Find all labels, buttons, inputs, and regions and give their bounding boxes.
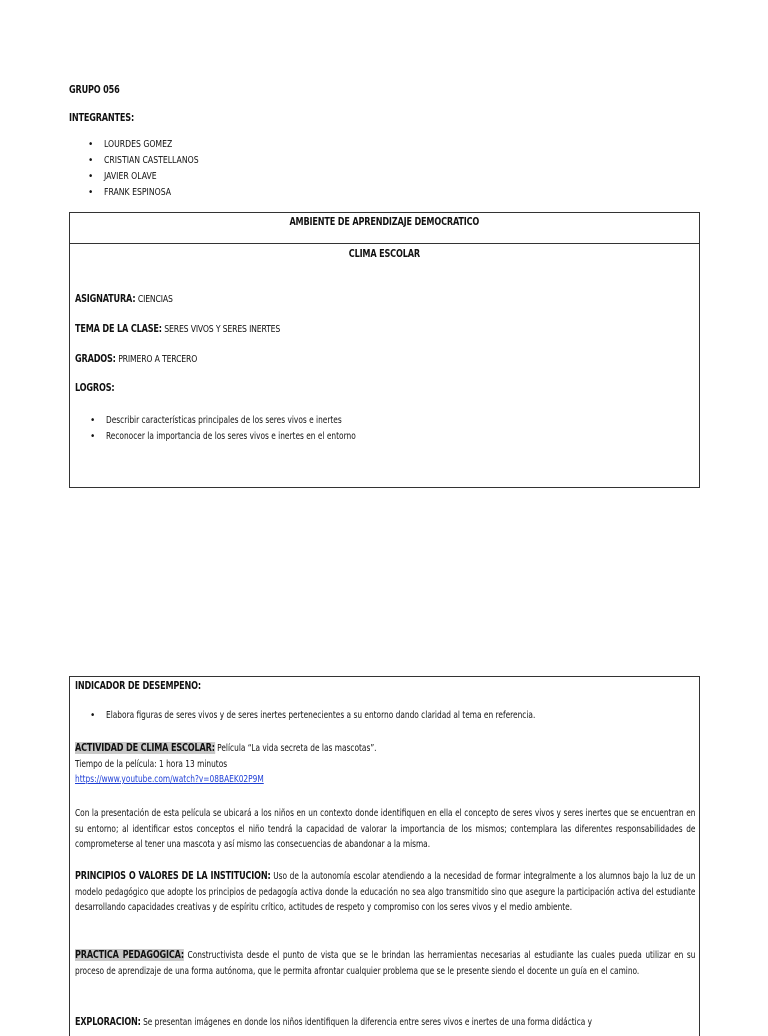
learning-environment-table bbox=[69, 212, 700, 488]
table-title-row bbox=[70, 213, 699, 244]
principles-paragraph: PRINCIPIOS O VALORES DE LA INSTITUCION: Uso de la autonomía escolar atendiendo a la necesidad de formar integralmente a los alumnos bajo la luz de un modelo pedagógico que adopte los principios de pedagogía activa donde la educación no sea algo transmitido sino que asegure la participación activa del estudiante desarrollando capacidades creativas y de espíritu crítico, actitudes de respeto y compromiso con los seres vivos y el medio ambiente. bbox=[75, 870, 696, 914]
achievement-item: • Reconocer la importancia de los seres vivos e inertes en el entorno bbox=[72, 429, 672, 445]
members-label: INTEGRANTES: bbox=[69, 112, 135, 124]
table-title: AMBIENTE DE APRENDIZAJE DEMOCRATICO bbox=[289, 216, 480, 228]
table-subtitle: CLIMA ESCOLAR bbox=[348, 248, 421, 260]
exploration-label: EXPLORACION: bbox=[75, 1016, 141, 1028]
performance-table bbox=[69, 676, 700, 1036]
member-item: • JAVIER OLAVE bbox=[70, 169, 370, 185]
indicator-list bbox=[72, 708, 692, 724]
topic-line: TEMA DE LA CLASE: SERES VIVOS Y SERES INERTES bbox=[75, 323, 281, 335]
member-item: • CRISTIAN CASTELLANOS bbox=[70, 153, 370, 169]
activity-label: ACTIVIDAD DE CLIMA ESCOLAR: bbox=[75, 742, 215, 754]
subject-line: ASIGNATURA: CIENCIAS bbox=[75, 293, 173, 305]
activity-block bbox=[75, 741, 715, 788]
principles-label: PRINCIPIOS O VALORES DE LA INSTITUCION: bbox=[75, 870, 271, 882]
grades-line: GRADOS: PRIMERO A TERCERO bbox=[75, 353, 198, 365]
activity-value: Película “La vida secreta de las mascotas”. bbox=[214, 743, 377, 754]
achievement-item: • Describir características principales de los seres vivos e inertes bbox=[72, 413, 672, 429]
exploration-paragraph: EXPLORACION: Se presentan imágenes en donde los niños identifiquen la diferencia entre seres vivos e inertes de una forma didáctica y bbox=[75, 1016, 593, 1028]
achievements-label: LOGROS: bbox=[75, 382, 115, 394]
group-title: GRUPO 056 bbox=[69, 84, 120, 96]
presentation-paragraph: Con la presentación de esta película se ubicará a los niños en un contexto donde identifiquen en ella el concepto de seres vivos y seres inertes que se encuentran en su entorno; al identificar estos conceptos el niño tendrá la capacidad de valorar la importancia de los mismos; contemplara las diferentes responsabilidades de comprometerse al tener una mascota y así mismo las consecuencias de abandonar a la misma. bbox=[75, 808, 696, 851]
practice-paragraph: PRACTICA PEDAGOGICA: Constructivista desde el punto de vista que se le brindan las herramientas necesarias al estudiante las cuales pueda utilizar en su proceso de aprendizaje de una forma autónoma, que le permita afrontar cualquier problema que se le presente siendo el docente un guía en el camino. bbox=[75, 949, 696, 977]
achievements-list bbox=[72, 413, 672, 445]
indicator-label: INDICADOR DE DESEMPENO: bbox=[75, 680, 201, 692]
movie-time: Tiempo de la película: 1 hora 13 minutos bbox=[75, 758, 228, 770]
practice-label: PRACTICA PEDAGOGICA: bbox=[75, 949, 184, 961]
member-item: • LOURDES GOMEZ bbox=[70, 137, 370, 153]
members-list bbox=[70, 137, 370, 201]
movie-link[interactable]: https://www.youtube.com/watch?v=08BAEK02P9M bbox=[75, 774, 264, 786]
indicator-item: • Elabora figuras de seres vivos y de seres inertes pertenecientes a su entorno dando claridad al tema en referencia. bbox=[72, 708, 692, 724]
member-item: • FRANK ESPINOSA bbox=[70, 185, 370, 201]
